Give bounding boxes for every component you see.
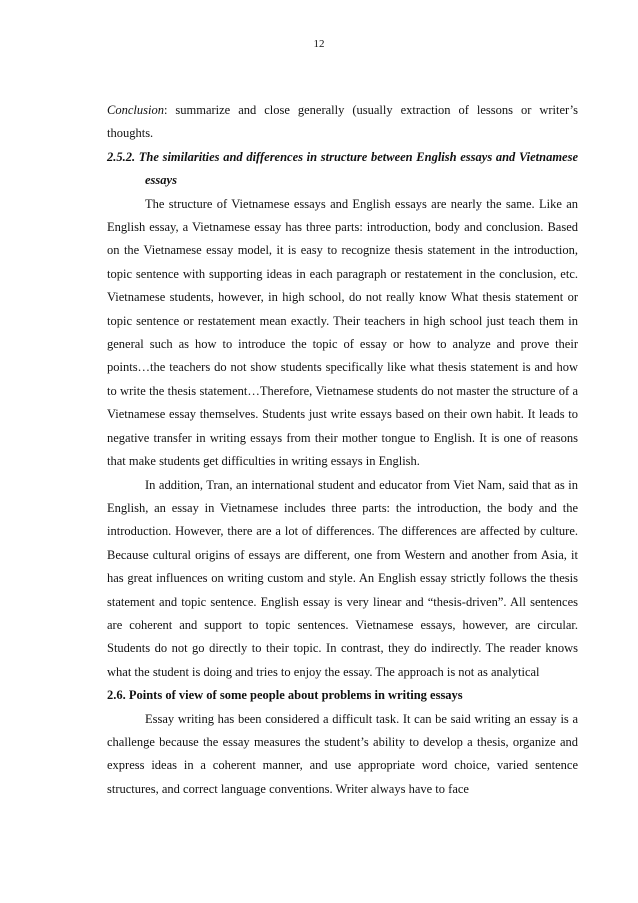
section-2-5-2-paragraph-1: The structure of Vietnamese essays and English essays are nearly the same. Like an English essay, a Vietnamese essay has three parts: introduction, body and conclusion. Based on the Vietnamese essay model, it is easy to recognize thesis statement in the introduction, topic sentence with supporting ideas in each paragraph or restatement in the conclusion, etc. Vietnamese students, however, in high school, do not really know What thesis statement or topic sentence or restatement mean exactly. Their teachers in high school just teach them in general such as how to introduce the topic of essay or how to analyze and prove their points…the teachers do not show students specifically like what thesis statement is and how to write the thesis statement…Therefore, Vietnamese students do not master the structure of a Vietnamese essay themselves. Students just write essays based on their own habit. It leads to negative transfer in writing essays from their mother tongue to English. It is one of reasons that make students get difficulties in writing essays in English.: [107, 196, 578, 469]
section-heading-2-5-2: 2.5.2. The similarities and differences in structure between English essays and Vietnamese essays: [107, 149, 578, 188]
page-body: [107, 99, 578, 801]
conclusion-text: : summarize and close generally (usually extraction of lessons or writer’s thoughts.: [107, 103, 578, 141]
section-2-6-paragraph-1: Essay writing has been considered a difficult task. It can be said writing an essay is a challenge because the essay measures the student’s ability to develop a thesis, organize and express ideas in a coherent manner, and use appropriate word choice, varied sentence structures, and correct language conventions. Writer always have to face: [107, 711, 578, 796]
page-number: 12: [313, 38, 325, 50]
conclusion-paragraph: [107, 99, 578, 146]
section-heading-2-6: 2.6. Points of view of some people about problems in writing essays: [107, 688, 463, 703]
section-2-5-2-paragraph-2: In addition, Tran, an international student and educator from Viet Nam, said that as in English, an essay in Vietnamese includes three parts: the introduction, the body and the introduction. However, there are a lot of differences. The differences are affected by culture. Because cultural origins of essays are different, one from Western and another from Asia, it has great influences on writing custom and style. An English essay strictly follows the thesis statement and topic sentence. English essay is very linear and “thesis-driven”. All sentences are coherent and support to topic sentences. Vietnamese essays, however, are circular. Students do not go directly to their topic. In contrast, they do indirectly. The reader knows what the student is doing and tries to enjoy the essay. The approach is not as analytical: [107, 477, 578, 679]
conclusion-label: Conclusion: [107, 103, 164, 117]
